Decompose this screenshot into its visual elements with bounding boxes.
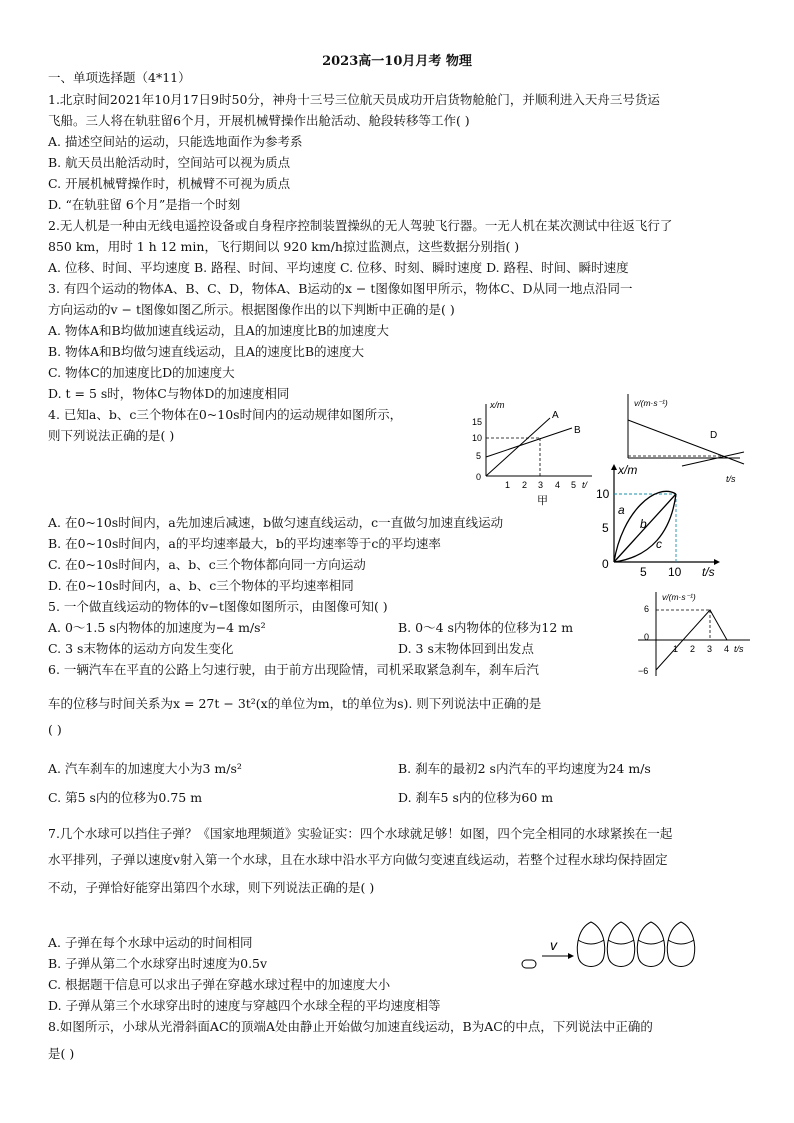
abc-xlabel: t/s <box>702 565 715 579</box>
q6-option-b: B. 刹车的最初2 s内汽车的平均速度为24 m/s <box>398 761 651 776</box>
yi-xlabel: t/s <box>726 474 736 484</box>
q1-option-b: B. 航天员出舱活动时，空间站可以视为质点 <box>48 155 291 170</box>
jia-xtick-5: 5 <box>571 480 577 490</box>
abc-ytick-10: 10 <box>596 487 610 501</box>
q4-option-a: A. 在0~10s时间内，a先加速后减速，b做匀速直线运动，c一直做匀加速直线运动 <box>48 515 504 530</box>
yi-line-d <box>628 420 744 464</box>
q5-ylabel: v/(m·s⁻¹) <box>662 592 696 602</box>
q1-stem-2: 飞船。三人将在轨驻留6个月，开展机械臂操作出舱活动、舱段转移等工作( ) <box>48 113 470 128</box>
jia-xtick-3: 3 <box>538 480 544 490</box>
bullet-velocity-label: v <box>550 937 557 953</box>
q2-options: A. 位移、时间、平均速度 B. 路程、时间、平均速度 C. 位移、时刻、瞬时速度 D. 路程、时间、瞬时速度 <box>48 260 629 275</box>
q3-option-b: B. 物体A和B均做匀速直线运动，且A的速度比B的速度大 <box>48 344 365 359</box>
q5-ytick-neg6: −6 <box>638 666 649 676</box>
jia-label-b: B <box>574 425 581 436</box>
section-heading: 一、单项选择题（4*11） <box>48 70 191 85</box>
water-ball-1 <box>577 922 604 967</box>
q2-stem-1: 2.无人机是一种由无线电遥控设备或自身程序控制装置操纵的无人驾驶飞行器。一无人机在某次测试中往返飞行了 <box>48 218 673 233</box>
q5-xtick-3: 3 <box>707 644 713 654</box>
q6-stem-3: ( ) <box>48 722 62 737</box>
abc-label-c: c <box>656 537 662 551</box>
q7-stem-1: 7.几个水球可以挡住子弹？《国家地理频道》实验证实：四个水球就足够！如图，四个完全相同的水球紧挨在一起 <box>48 826 673 841</box>
q5-option-a: A. 0～1.5 s内物体的加速度为−4 m/s² <box>48 620 266 635</box>
q2-stem-2: 850 km，用时 1 h 12 min，飞行期间以 920 km/h掠过监测点，这些数据分别指( ) <box>48 239 520 254</box>
jia-line-b <box>486 428 572 457</box>
q6-option-c: C. 第5 s内的位移为0.75 m <box>48 790 203 805</box>
q7-option-a: A. 子弹在每个水球中运动的时间相同 <box>48 935 253 950</box>
q8-stem-1: 8.如图所示，小球从光滑斜面AC的顶端A处由静止开始做匀加速直线运动，B为AC的中点，下列说法中正确的 <box>48 1019 653 1034</box>
jia-line-a <box>486 418 550 476</box>
q7-stem-2: 水平排列，子弹以速度v射入第一个水球，且在水球中沿水平方向做匀变速直线运动，若整个过程水球均保持固定 <box>48 852 668 867</box>
q7-option-c: C. 根据题干信息可以求出子弹在穿越水球过程中的加速度大小 <box>48 977 391 992</box>
jia-ytick-0: 0 <box>476 472 482 482</box>
jia-xlabel: t/ <box>582 480 588 490</box>
q1-stem-1: 1.北京时间2021年10月17日9时50分，神舟十三号三位航天员成功开启货物舱舱门，并顺利进入天舟三号货运 <box>48 92 660 107</box>
jia-caption: 甲 <box>537 495 548 507</box>
bullet-icon <box>522 960 536 968</box>
q8-stem-2: 是( ) <box>48 1046 75 1061</box>
abc-ytick-0: 0 <box>602 557 609 571</box>
q1-option-c: C. 开展机械臂操作时，机械臂不可视为质点 <box>48 176 291 191</box>
jia-ytick-5: 5 <box>476 451 482 461</box>
q7-stem-3: 不动，子弹恰好能穿出第四个水球，则下列说法正确的是( ) <box>48 880 375 895</box>
q4-stem-2: 则下列说法正确的是( ) <box>48 428 175 443</box>
q3-stem-2: 方向运动的v − t图像如图乙所示。根据图像作出的以下判断中正确的是( ) <box>48 302 455 317</box>
figure-jia-xt-graph <box>470 398 600 510</box>
jia-ytick-10: 10 <box>472 433 483 443</box>
q3-option-d: D. t = 5 s时，物体C与物体D的加速度相同 <box>48 386 290 401</box>
figure-abc-xt-graph <box>596 462 736 580</box>
q5-xtick-2: 2 <box>690 644 696 654</box>
q7-option-d: D. 子弹从第三个水球穿出时的速度与穿越四个水球全程的平均速度相等 <box>48 998 441 1013</box>
abc-label-b: b <box>640 517 647 531</box>
q6-option-d: D. 刹车5 s内的位移为60 m <box>398 790 554 805</box>
q1-option-d: D. “在轨驻留 6个月”是指一个时刻 <box>48 197 241 212</box>
jia-ytick-15: 15 <box>472 417 483 427</box>
q6-stem-1: 6. 一辆汽车在平直的公路上匀速行驶，由于前方出现险情，司机采取紧急刹车，刹车后汽 <box>48 662 539 677</box>
q5-xtick-1: 1 <box>673 644 679 654</box>
water-ball-3 <box>637 922 664 967</box>
water-ball-2 <box>607 922 634 967</box>
q5-option-d: D. 3 s末物体回到出发点 <box>398 641 534 656</box>
q5-stem: 5. 一个做直线运动的物体的v−t图像如图所示，由图像可知( ) <box>48 599 388 614</box>
q5-xlabel: t/s <box>734 644 744 654</box>
q3-stem-1: 3. 有四个运动的物体A、B、C、D，物体A、B运动的x − t图像如图甲所示，物体C、D从同一地点沿同一 <box>48 281 633 296</box>
abc-ytick-5: 5 <box>602 521 609 535</box>
abc-ylabel: x/m <box>618 463 638 477</box>
yi-ylabel: v/(m·s⁻¹) <box>634 398 668 408</box>
q3-option-a: A. 物体A和B均做加速直线运动，且A的加速度比B的加速度大 <box>48 323 389 338</box>
yi-label-d: D <box>710 430 718 441</box>
q4-option-d: D. 在0~10s时间内，a、b、c三个物体的平均速率相同 <box>48 578 354 593</box>
q7-option-b: B. 子弹从第二个水球穿出时速度为0.5v <box>48 956 268 971</box>
abc-label-a: a <box>618 503 625 517</box>
q4-option-c: C. 在0~10s时间内，a、b、c三个物体都向同一方向运动 <box>48 557 366 572</box>
q6-option-a: A. 汽车刹车的加速度大小为3 m/s² <box>48 761 242 776</box>
q4-stem-1: 4. 已知a、b、c三个物体在0~10s时间内的运动规律如图所示， <box>48 407 403 422</box>
page-title: 2023高一10月月考 物理 <box>322 54 472 69</box>
abc-xtick-5: 5 <box>640 565 647 579</box>
q3-option-c: C. 物体C的加速度比D的加速度大 <box>48 365 235 380</box>
q5-ytick-0: 0 <box>644 632 650 642</box>
q4-option-b: B. 在0~10s时间内，a的平均速率最大，b的平均速率等于c的平均速率 <box>48 536 441 551</box>
q5-option-b: B. 0～4 s内物体的位移为12 m <box>398 620 574 635</box>
jia-ylabel: x/m <box>490 400 505 410</box>
jia-xtick-1: 1 <box>505 480 511 490</box>
water-ball-4 <box>667 922 694 967</box>
abc-xtick-10: 10 <box>668 565 682 579</box>
jia-xtick-2: 2 <box>522 480 528 490</box>
jia-xtick-4: 4 <box>555 480 561 490</box>
q1-option-a: A. 描述空间站的运动，只能选地面作为参考系 <box>48 134 303 149</box>
figure-water-balls <box>516 918 706 978</box>
q5-option-c: C. 3 s末物体的运动方向发生变化 <box>48 641 234 656</box>
jia-label-a: A <box>552 410 559 421</box>
q6-stem-2: 车的位移与时间关系为x = 27t − 3t²(x的单位为m，t的单位为s). 则下列说法中正确的是 <box>48 696 542 711</box>
q5-ytick-6: 6 <box>644 604 650 614</box>
q5-xtick-4: 4 <box>724 644 730 654</box>
figure-q5-vt-graph <box>618 588 758 680</box>
